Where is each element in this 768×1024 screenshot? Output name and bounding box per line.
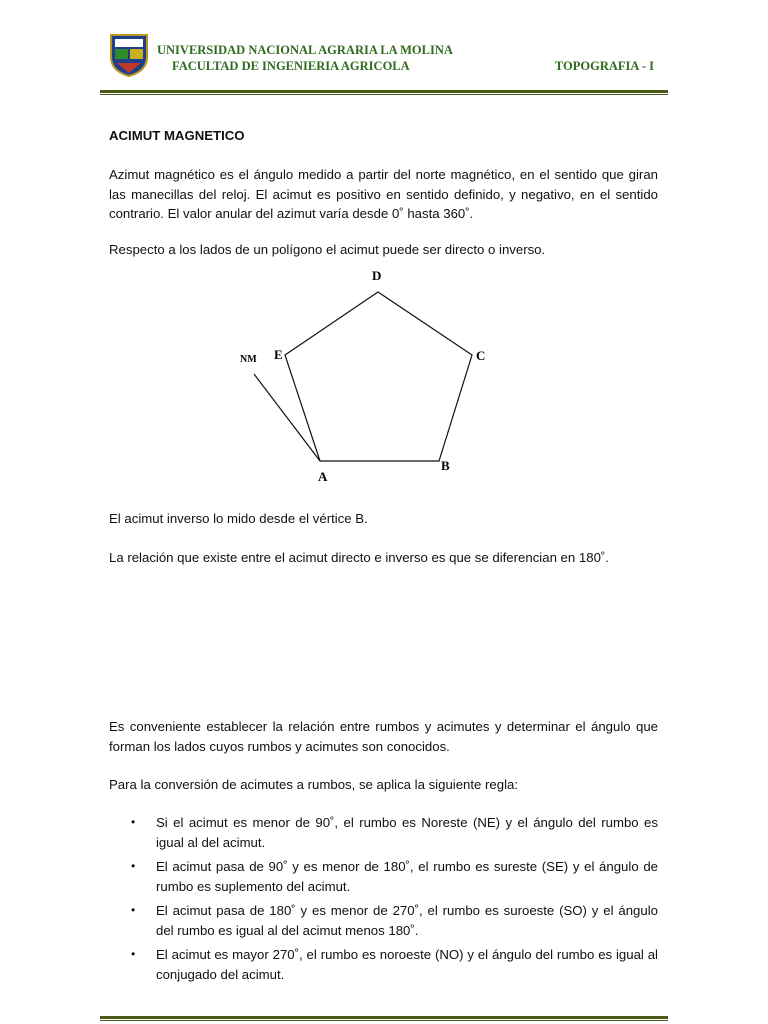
list-item <box>109 945 658 984</box>
bullet-icon: • <box>131 903 136 917</box>
relation-180-paragraph: La relación que existe entre el acimut directo e inverso es que se diferencian en 180˚. <box>109 550 609 565</box>
faculty-name: FACULTAD DE INGENIERIA AGRICOLA <box>172 59 410 73</box>
convenient-paragraph: Es conveniente establecer la relación entre rumbos y acimutes y determinar el ángulo que forman los lados cuyos rumbos y acimutes son conocidos. <box>109 719 658 754</box>
list-item <box>109 857 658 896</box>
vertex-label-c: C <box>476 348 486 363</box>
inverse-from-b-paragraph: El acimut inverso lo mido desde el vértice B. <box>109 511 368 526</box>
magnetic-north-line <box>254 374 320 461</box>
definition-paragraph: Azimut magnético es el ángulo medido a partir del norte magnético, en el sentido que giran las manecillas del reloj. El acimut es positivo en sentido definido, y negativo, en el sentido contrario. El valor anular del azimut varía desde 0˚ hasta 360˚. <box>109 167 658 221</box>
vertex-label-d: D <box>372 268 382 283</box>
vertex-label-b: B <box>441 458 450 473</box>
course-name: TOPOGRAFIA - I <box>554 59 654 73</box>
rule-text: El acimut pasa de 90˚ y es menor de 180˚, el rumbo es sureste (SE) y el ángulo de rumbo es suplemento del acimut. <box>156 859 658 894</box>
bullet-icon: • <box>131 859 136 873</box>
direct-inverse-paragraph: Respecto a los lados de un polígono el acimut puede ser directo o inverso. <box>109 242 546 257</box>
pentagon-diagram <box>230 264 500 490</box>
bullet-icon: • <box>131 815 136 829</box>
rules-list <box>109 813 658 984</box>
university-crest-icon <box>107 33 151 77</box>
page-header <box>100 30 668 96</box>
rule-text: El acimut es mayor 270˚, el rumbo es noroeste (NO) y el ángulo del rumbo es igual al conjugado del acimut. <box>156 947 658 982</box>
conversion-rule-paragraph: Para la conversión de acimutes a rumbos, se aplica la siguiente regla: <box>109 777 519 792</box>
rule-text: El acimut pasa de 180˚ y es menor de 270˚, el rumbo es suroeste (SO) y el ángulo del rumbo es igual al del acimut menos 180˚. <box>156 903 658 938</box>
list-item <box>109 813 658 852</box>
pentagon-outline <box>285 292 472 461</box>
header-divider <box>100 90 668 95</box>
university-name: UNIVERSIDAD NACIONAL AGRARIA LA MOLINA <box>157 43 453 57</box>
vertex-label-e: E <box>274 347 283 362</box>
list-item <box>109 901 658 940</box>
rule-text: Si el acimut es menor de 90˚, el rumbo es Noreste (NE) y el ángulo del rumbo es igual al del acimut. <box>156 815 658 850</box>
bullet-icon: • <box>131 947 136 961</box>
footer-divider <box>100 1016 668 1021</box>
section-title: ACIMUT MAGNETICO <box>109 128 245 143</box>
vertex-label-a: A <box>318 469 328 484</box>
magnetic-north-label: NM <box>240 354 257 365</box>
